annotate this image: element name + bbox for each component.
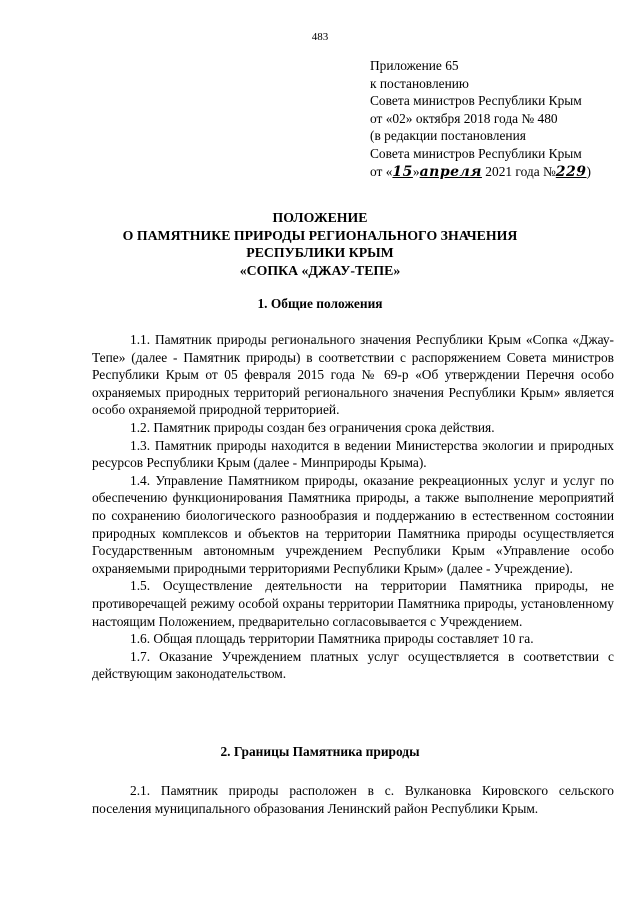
section-body — [92, 782, 614, 817]
paragraph: 1.2. Памятник природы создан без ограничения срока действия. — [130, 419, 495, 435]
title-line: О ПАМЯТНИКЕ ПРИРОДЫ РЕГИОНАЛЬНОГО ЗНАЧЕНИЯ — [122, 227, 518, 243]
header-date-line — [370, 163, 632, 182]
paragraph: 1.4. Управление Памятником природы, оказание рекреационных услуг и услуг по обеспечению функционирования Памятника природы, а также выполнение мероприятий по сохранению биологического разнообразия и поддержанию в естественном состоянии природных комплексов и объектов на территории Памятника природы осуществляется Государственным автономным учреждением Республики Крым «Управление особо охраняемыми природными территориями Республики Крым» (далее - Учреждение). — [92, 472, 614, 576]
section-body — [92, 331, 614, 683]
header-line: к постановлению — [370, 75, 469, 91]
date-prefix: от « — [370, 163, 393, 179]
paragraph: 1.5. Осуществление деятельности на территории Памятника природы, не противоречащей режиму особой охраны территории Памятника природы, установленному настоящим Положением, предварительно согласовывается с Учреждением. — [92, 578, 614, 629]
header-line: (в редакции постановления — [370, 128, 526, 144]
section-heading: 1. Общие положения — [257, 296, 383, 311]
section-heading: 2. Границы Памятника природы — [220, 744, 420, 759]
handwritten-number: 229 — [555, 163, 587, 180]
page-number: 483 — [311, 31, 329, 43]
handwritten-day: 15 — [392, 163, 413, 180]
header-line: Приложение 65 — [370, 58, 459, 73]
header-line: Совета министров Республики Крым — [370, 93, 582, 109]
handwritten-month: апреля — [419, 163, 482, 180]
paragraph: 1.6. Общая площадь территории Памятника природы составляет 10 га. — [130, 631, 534, 647]
date-close: ) — [586, 163, 591, 179]
header-line: Совета министров Республики Крым — [370, 145, 582, 161]
paragraph: 1.7. Оказание Учреждением платных услуг осуществляется в соответствии с действующим законодательством. — [92, 648, 614, 682]
header-line: от «02» октября 2018 года № 480 — [370, 110, 558, 126]
document-title — [60, 209, 580, 279]
paragraph: 1.1. Памятник природы регионального значения Республики Крым «Сопка «Джау-Тепе» (далее - Памятник природы) в соответствии с распоряжением Совета министров Республики Крым от 05 февраля 2015 года № 69-р «Об утверждении Перечня особо охраняемых природных территорий регионального значения Республики Крым» является особо охраняемой природной территорией. — [92, 332, 614, 418]
appendix-header — [370, 57, 632, 181]
paragraph: 1.3. Памятник природы находится в ведении Министерства экологии и природных ресурсов Республики Крым (далее - Минприроды Крыма). — [92, 437, 614, 471]
title-line: «СОПКА «ДЖАУ-ТЕПЕ» — [239, 262, 401, 278]
paragraph: 2.1. Памятник природы расположен в с. Вулкановка Кировского сельского поселения муниципального образования Ленинский район Республики Крым. — [92, 783, 614, 816]
date-mid: » — [412, 163, 420, 179]
title-line: РЕСПУБЛИКИ КРЫМ — [246, 245, 394, 261]
title-line: ПОЛОЖЕНИЕ — [272, 210, 368, 225]
date-year: 2021 года № — [481, 163, 556, 179]
